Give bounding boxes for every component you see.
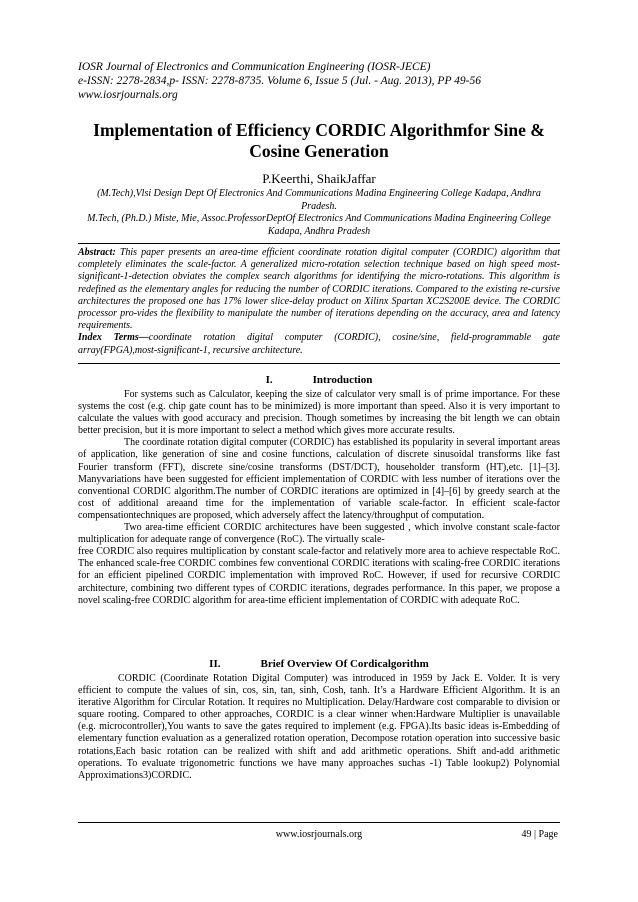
abstract-bottom-rule — [78, 363, 560, 364]
paragraph: CORDIC (Coordinate Rotation Digital Computer) was introduced in 1959 by Jack E. Volder. It is very efficient to compute the values of sin, cos, sin, tan, sinh, Cosh, tanh. It’s a Hardware Efficient Algorithm. It is an iterative Algorithm for Circular Rotation. It requires no Multiplication. Delay/Hardware cost comparable to division or square rooting. Compared to other approaches, CORDIC is a clear winner when:Hardware Multiplier is unavailable (e.g. microcontroller),You wants to save the gates required to implement (e.g. FPGA).Its basic ideas is-Embedding of elementary function evaluation as a generalized rotation operation, Decompose rotation operation into successive basic rotations,Each basic rotation can be realized with shift and add arithmetic operations. Shift and-add arithmetic operations. To evaluate trigonometric functions we have many approaches suchas -1) Table lookup2) Polynomial Approximations3)CORDIC. — [78, 673, 560, 781]
affiliations — [78, 188, 560, 238]
paper-title: Implementation of Efficiency CORDIC Algorithmfor Sine & Cosine Generation — [93, 120, 545, 161]
affiliation-2: M.Tech, (Ph.D.) Miste, Mie, Assoc.ProfessorDeptOf Electronics And Communications Madina Engineering College Kadapa, Andhra Pradesh — [87, 213, 551, 237]
section-2-heading — [78, 658, 560, 671]
paragraph: For systems such as Calculator, keeping the size of calculator very small is of prime importance. For these systems the cost (e.g. chip gate count has to be minimized) is more important than speed. Also it is very important to calculate the values with good accuracy and precision. Though sometimes by increasing the bit length we can obtain better precision, but it is more important to select a method which gives more accurate results. — [78, 389, 560, 437]
section-1-title: Introduction — [312, 374, 373, 386]
journal-issn: e-ISSN: 2278-2834,p- ISSN: 2278-8735. Volume 6, Issue 5 (Jul. - Aug. 2013), PP 49-56 — [78, 75, 481, 87]
section-2-title: Brief Overview Of Cordicalgorithm — [260, 658, 429, 670]
footer-url: www.iosrjournals.org — [275, 829, 363, 840]
affiliation-1: (M.Tech),Vlsi Design Dept Of Electronics And Communications Madina Engineering College Kadapa, Andhra Pradesh. — [97, 188, 541, 212]
index-terms-label: Index Terms— — [78, 332, 149, 344]
authors: P.Keerthi, ShaikJaffar — [262, 171, 376, 186]
abstract — [78, 247, 560, 357]
index-terms-text: coordinate rotation digital computer (CORDIC), cosine/sine, field-programmable gate array(FPGA),most-significant-1, recursive architecture. — [78, 332, 560, 356]
paragraph: Two area-time efficient CORDIC architectures have been suggested , which involve constant scale-factor multiplication for adequate range of convergence (RoC). The virtually scale- — [78, 522, 560, 546]
journal-url: www.iosrjournals.org — [78, 89, 178, 101]
section-2-body — [78, 673, 560, 782]
page-number: 49 | Page — [521, 829, 558, 840]
journal-header — [78, 60, 481, 102]
abstract-label: Abstract: — [78, 247, 116, 258]
abstract-top-rule — [78, 243, 560, 244]
section-1-body — [78, 389, 560, 607]
abstract-text: This paper presents an area-time efficient coordinate rotation digital computer (CORDIC) algorithm that completely eliminates the scale-factor. A generalized micro-rotation selection technique based on high speed most-significant-1-detection obviates the complex search algorithms for identifying the micro-rotations. This algorithm is redefined as the elementary angles for reducing the number of CORDIC iterations. Compared to the existing re-cursive architectures the proposed one has 17% lower slice-delay product on Xilinx Spartan XC2S200E device. The CORDIC processor pro-vides the flexibility to manipulate the number of iterations depending on the accuracy, area and latency requirements. — [78, 247, 560, 332]
paragraph: free CORDIC also requires multiplication by constant scale-factor and relatively more area to achieve respectable RoC. The enhanced scale-free CORDIC combines few conventional CORDIC iterations with scaling-free CORDIC iterations for an efficient pipelined CORDIC implementation with improved RoC. However, if used for recursive CORDIC architecture, combining two different types of CORDIC iterations, degrades performance. In this paper, we propose a novel scaling-free CORDIC algorithm for area-time efficient implementation of CORDIC with adequate RoC. — [78, 546, 560, 606]
section-1-heading — [78, 374, 560, 387]
section-1-number: I. — [265, 374, 273, 386]
journal-name: IOSR Journal of Electronics and Communication Engineering (IOSR-JECE) — [78, 61, 431, 73]
paragraph: The coordinate rotation digital computer (CORDIC) has established its popularity in several important areas of application, like generation of sine and cosine functions, calculation of discrete sinusoidal transforms like fast Fourier transform (FFT), discrete sine/cosine transforms (DST/DCT), householder transform (HT),etc. [1]–[3]. Manyvariations have been suggested for efficient implementation of CORDIC with less number of iterations over the conventional CORDIC algorithm.The number of CORDIC iterations are optimized in [4]–[6] by greedy search at the cost of additional areaand time for the implementation of variable scale-factor. In efficient scale-factor compensationtechniques are proposed, which adversely affect the latency/throughput of computation. — [78, 437, 560, 521]
section-2-number: II. — [209, 658, 221, 670]
footer-rule — [78, 822, 560, 823]
